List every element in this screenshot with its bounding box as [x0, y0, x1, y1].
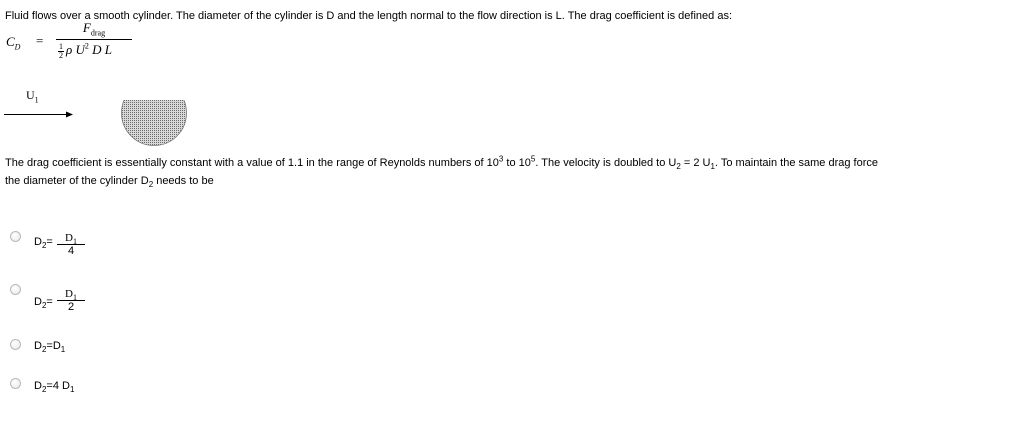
velocity-label: $U_1$	[26, 88, 39, 105]
option-3-radio[interactable]	[10, 339, 21, 350]
formula-numerator: $F_{drag}$	[82, 20, 106, 38]
option-2-fraction: $D_1$ 2	[57, 288, 85, 313]
option-1-fraction: $D_1$ 4	[57, 232, 85, 257]
option-4-label: $D_2=4$ $D_1$	[34, 380, 75, 395]
option-2-label: $D_2=$	[34, 296, 53, 311]
question-intro: Fluid flows over a smooth cylinder. The diameter of the cylinder is D and the length normal to the flow direction is L. The drag coefficient is defined as:	[5, 10, 732, 22]
question-body-line-2: the diameter of the cylinder $D_2$ needs to be	[5, 175, 214, 190]
flow-arrow-head	[66, 112, 73, 118]
question-body-line-1: The drag coefficient is essentially constant with a value of 1.1 in the range of Reynolds numbers of $10^3$ to $10^5$. The velocity is doubled to $U_2 = 2$ $U_1$. To maintain the same drag force	[5, 154, 878, 172]
formula-lhs: $C_D$	[6, 34, 21, 52]
option-4-radio[interactable]	[10, 378, 21, 389]
option-1-label: $D_2=$	[34, 236, 53, 251]
formula-fraction-bar	[56, 39, 132, 40]
option-1-radio[interactable]	[10, 231, 21, 242]
formula-equals: =	[36, 33, 44, 48]
formula-denominator: $\frac{1}{2}$ ρ $U^2$ D L	[59, 41, 113, 60]
cylinder-shape	[122, 100, 187, 146]
option-2-radio[interactable]	[10, 284, 21, 295]
option-3-label: $D_2=D_1$	[34, 340, 66, 355]
flow-diagram	[0, 100, 200, 160]
